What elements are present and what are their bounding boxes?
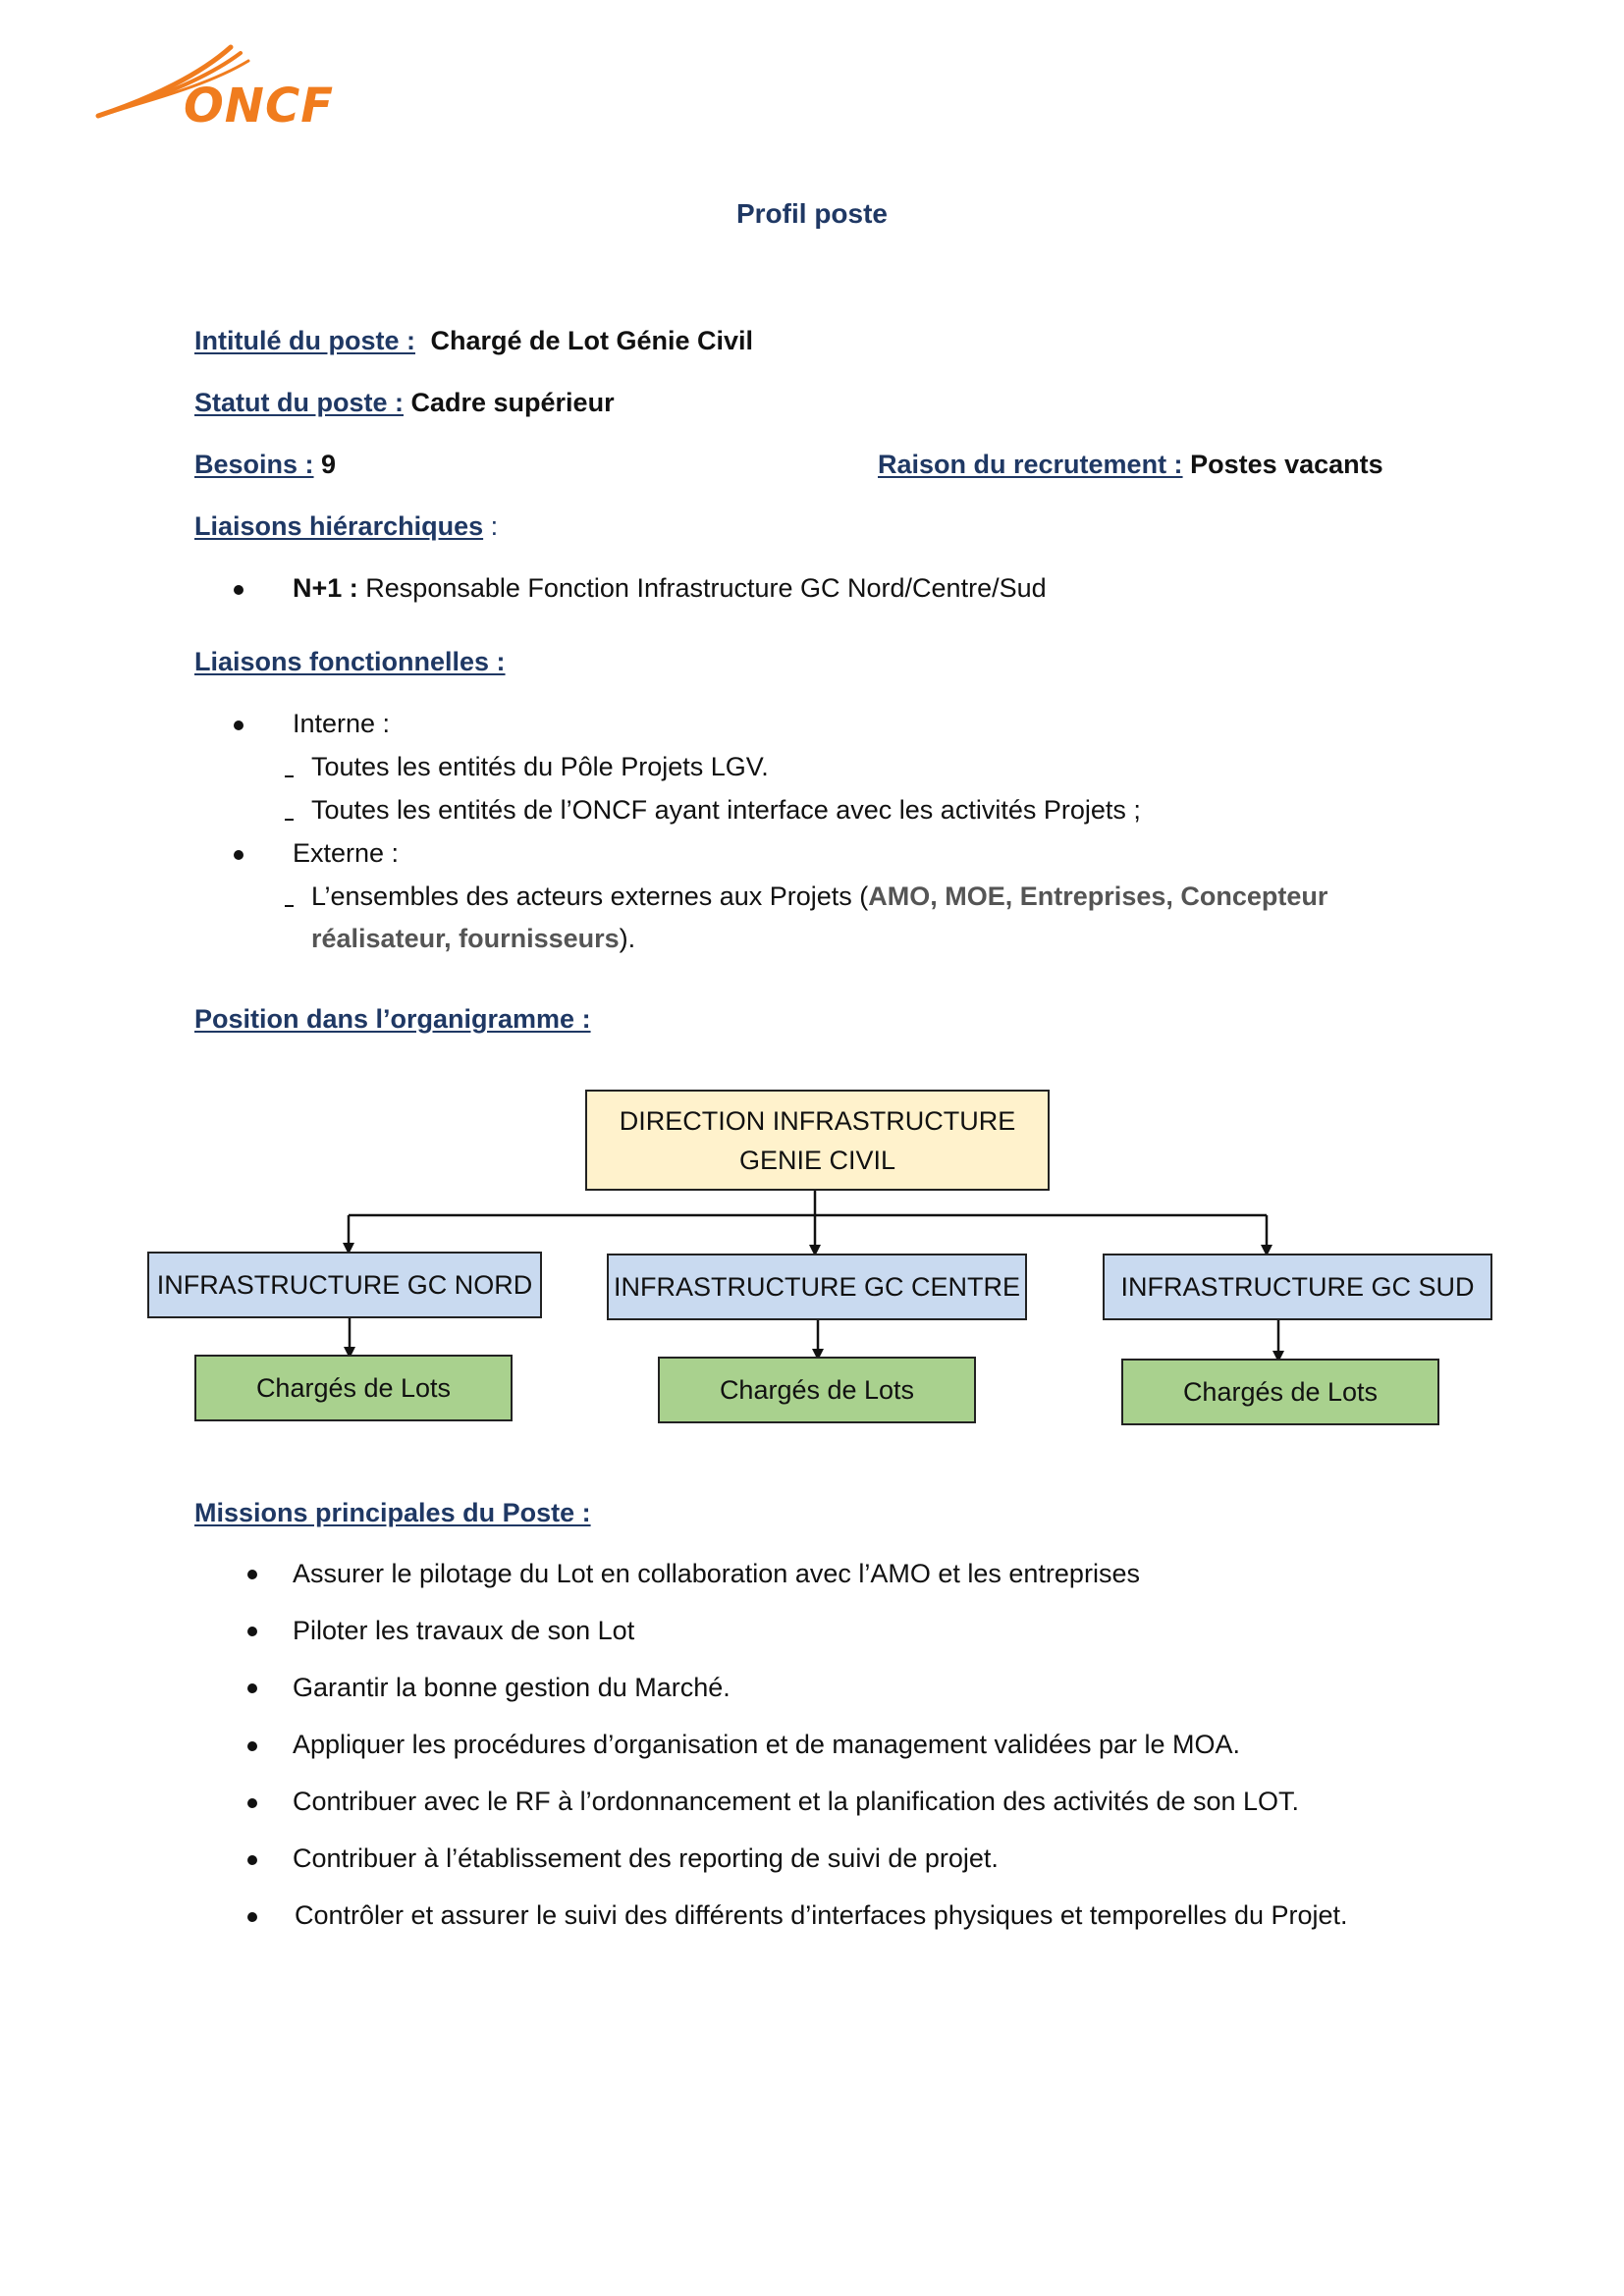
missions-label: Missions principales du Poste : <box>194 1498 591 1527</box>
org-box-gc-sud: INFRASTRUCTURE GC SUD <box>1103 1254 1492 1320</box>
fonctionnelles-label: Liaisons fonctionnelles : <box>194 647 506 676</box>
bullet-icon <box>234 585 244 595</box>
mission-item: Garantir la bonne gestion du Marché. <box>293 1673 731 1702</box>
n1-text: Responsable Fonction Infrastructure GC Nord/Centre/Sud <box>357 573 1047 603</box>
bullet-icon <box>247 1683 257 1693</box>
org-box-gc-nord: INFRASTRUCTURE GC NORD <box>147 1252 542 1318</box>
list-item: Toutes les entités du Pôle Projets LGV. <box>311 752 769 781</box>
missions-heading <box>194 1496 591 1529</box>
mission-item: Assurer le pilotage du Lot en collaboration avec l’AMO et les entreprises <box>293 1559 1140 1588</box>
bullet-icon <box>247 1627 257 1636</box>
bullet-icon <box>247 1855 257 1865</box>
org-box-charges-centre: Chargés de Lots <box>658 1357 976 1423</box>
externe-actors: AMO, MOE, Entreprises, Concepteur <box>868 881 1328 911</box>
externe-actors-cont: réalisateur, fournisseurs <box>311 924 620 953</box>
list-item <box>293 571 1047 605</box>
mission-item: Contrôler et assurer le suivi des différents d’interfaces physiques et temporelles du Projet. <box>295 1900 1348 1930</box>
dash-icon <box>285 905 294 907</box>
bullet-icon <box>234 721 244 730</box>
raison-label: Raison du recrutement : <box>878 450 1183 479</box>
mission-item: Appliquer les procédures d’organisation et de management validées par le MOA. <box>293 1730 1241 1759</box>
org-direction-line-2: GENIE CIVIL <box>738 1145 896 1175</box>
mission-item: Contribuer avec le RF à l’ordonnancement et la planification des activités de son LOT. <box>293 1787 1300 1816</box>
externe-suffix: ). <box>619 924 636 953</box>
dash-icon <box>285 819 294 821</box>
statut-value: Cadre supérieur <box>410 388 615 417</box>
besoins-label: Besoins : <box>194 450 314 479</box>
org-box-charges-sud: Chargés de Lots <box>1121 1359 1439 1425</box>
interne-label: Interne : <box>293 709 391 738</box>
fonctionnelles-heading <box>194 645 506 678</box>
bullet-icon <box>247 1741 257 1751</box>
externe-prefix: L’ensembles des acteurs externes aux Projets ( <box>311 881 869 911</box>
field-statut <box>194 386 615 419</box>
field-besoins <box>194 448 336 481</box>
dash-icon <box>285 775 294 777</box>
intitule-value: Chargé de Lot Génie Civil <box>430 326 754 355</box>
org-box-gc-centre: INFRASTRUCTURE GC CENTRE <box>607 1254 1027 1320</box>
raison-value: Postes vacants <box>1190 450 1383 479</box>
statut-label: Statut du poste : <box>194 388 404 417</box>
mission-item: Piloter les travaux de son Lot <box>293 1616 635 1645</box>
bullet-icon <box>247 1798 257 1808</box>
mission-item: Contribuer à l’établissement des reporting de suivi de projet. <box>293 1843 999 1873</box>
page-title: Profil poste <box>735 198 888 229</box>
intitule-label: Intitulé du poste : <box>194 326 415 355</box>
externe-label: Externe : <box>293 838 400 868</box>
bullet-icon <box>234 850 244 860</box>
oncf-logo-text: ONCF <box>184 79 334 133</box>
n1-label: N+1 : <box>293 573 358 603</box>
list-item: Toutes les entités de l’ONCF ayant interface avec les activités Projets ; <box>311 795 1141 825</box>
besoins-value: 9 <box>321 450 337 479</box>
org-chart-connectors <box>0 1158 1624 1747</box>
externe-line-1 <box>311 880 1327 913</box>
organigramme-heading <box>194 1002 591 1036</box>
org-direction-line-1: DIRECTION INFRASTRUCTURE <box>619 1105 1016 1136</box>
bullet-icon <box>247 1570 257 1579</box>
bullet-icon <box>247 1912 257 1922</box>
hierarchiques-heading <box>194 509 498 543</box>
organigramme-label: Position dans l’organigramme : <box>194 1004 591 1034</box>
hierarchiques-label: Liaisons hiérarchiques <box>194 511 484 541</box>
org-box-direction <box>585 1090 1050 1191</box>
hierarchiques-colon: : <box>483 511 499 541</box>
field-raison <box>878 448 1383 481</box>
oncf-logo <box>93 39 368 137</box>
org-box-charges-nord: Chargés de Lots <box>194 1355 513 1421</box>
externe-line-2 <box>311 922 635 955</box>
field-intitule <box>194 324 753 357</box>
